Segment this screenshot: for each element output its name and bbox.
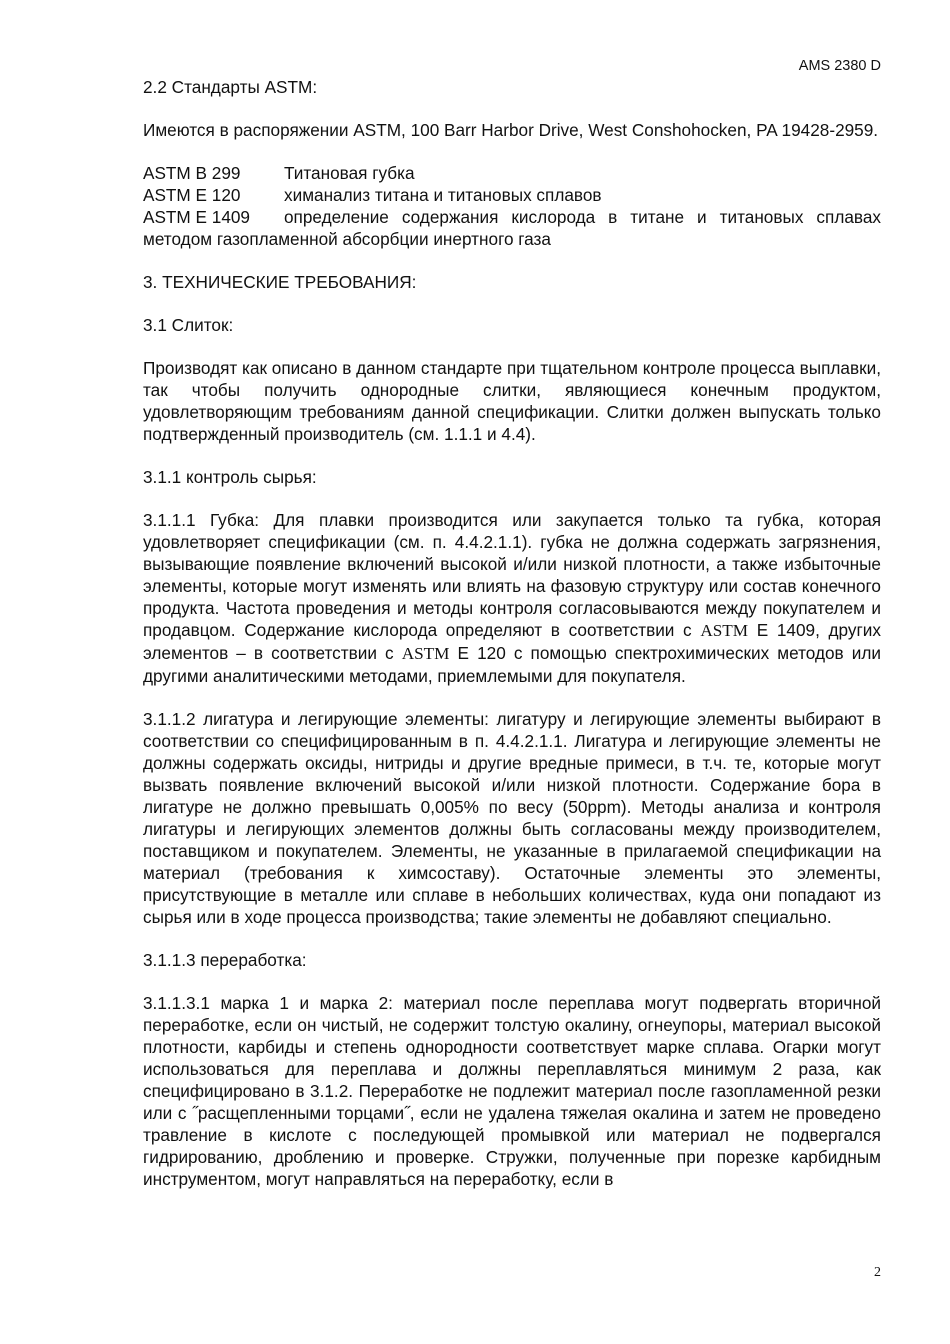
section-3-1-1-2-paragraph: 3.1.1.2 лигатура и легирующие элементы: лигатуру и легирующие элементы выбирают в соответствии со специфицированным в п. 4.4.2.1.1. Лигатура и легирующие элементы не должны содержать оксиды, нитриды и другие вредные примеси, в т.ч. те, которые могут вызвать появление включений высокой и/или низкой плотности. Содержание бора в лигатуре не должно превышать 0,005% по весу (50ppm). Методы анализа и контроля лигатуры и легирующих элементов должны быть согласованы между производителем, поставщиком и покупателем. Элементы, не указанные в прилагаемой спецификации на материал (требования к химсоставу). Остаточные элементы это элементы, присутствующие в металле или сплаве в небольших количествах, куда они попадают из сырья или в ходе процесса производства; такие элементы не добавляют специально. — [143, 709, 881, 927]
section-3-1-1-heading: 3.1.1 контроль сырья: — [143, 467, 317, 487]
reference-code: ASTM E 1409 — [143, 207, 250, 227]
reference-code: ASTM E 120 — [143, 185, 241, 205]
section-3-1-1-1-paragraph — [143, 509, 881, 687]
section-3-1-heading: 3.1 Слиток: — [143, 315, 234, 335]
section-2-2-heading: 2.2 Стандарты ASTM: — [143, 77, 318, 97]
astm-serif-text: ASTM — [401, 644, 450, 663]
reference-code: ASTM B 299 — [143, 163, 241, 183]
section-3-1-paragraph: Производят как описано в данном стандарте при тщательном контроле процесса выплавки, так чтобы получить однородные слитки, являющиеся конечным продуктом, удовлетворяющим требованиям данной спецификации. Слитки должен выпускать только подтвержденный производитель (см. 1.1.1 и 4.4). — [143, 358, 882, 444]
reference-description: определение содержания кислорода в титане и титановых сплавах методом газопламенной абсорбции инертного газа — [143, 207, 881, 249]
astm-reference-list — [143, 162, 881, 250]
section-3-heading: 3. ТЕХНИЧЕСКИЕ ТРЕБОВАНИЯ: — [143, 272, 417, 292]
section-3-1-1-3-heading: 3.1.1.3 переработка: — [143, 950, 307, 970]
paragraph-text: E 1409, других элементов – в соответствии с — [143, 620, 881, 663]
page-number: 2 — [874, 1265, 881, 1280]
document-body — [143, 76, 881, 1211]
reference-item — [143, 184, 881, 206]
paragraph-text: 3.1.1.1 Губка: Для плавки производится или закупается только та губка, которая удовлетворяет спецификации (см. п. 4.4.2.1.1). губка не должна содержать загрязнения, вызывающие появление включений высокой и/или низкой плотности, а также избыточные элементы, которые могут изменять или влиять на фазовую структуру или состав конечного продукта. Частота проведения и методы контроля согласовываются между покупателем и продавцом. Содержание кислорода определяют в соответствии с — [143, 510, 881, 640]
astm-availability-paragraph: Имеются в распоряжении ASTM, 100 Barr Harbor Drive, West Conshohocken, PA 19428-2959. — [143, 120, 879, 140]
astm-serif-text: ASTM — [700, 621, 749, 640]
section-3-1-1-3-1-paragraph: 3.1.1.3.1 марка 1 и марка 2: материал после переплава могут подвергать вторичной переработке, если он чистый, не содержит толстую окалину, огнеупоры, материал высокой плотности, карбиды и степень однородности соответствует марке сплава. Огарки могут использоваться для переплава и должны переплавляться минимум 2 раза, как специфицировано в 3.1.2. Переработке не подлежит материал после газопламенной резки или с ˝расщепленными торцами˝, если не удалена тяжелая окалина и затем не проведено травление в кислоте с последующей промывкой или материал не подвергался гидрированию, дроблению и проверке. Стружки, полученные при порезке карбидным инструментом, могут направляться на переработку, если в — [143, 993, 881, 1189]
reference-item — [143, 206, 881, 250]
reference-description: химанализ титана и титановых сплавов — [284, 185, 602, 205]
reference-description: Титановая губка — [284, 163, 415, 183]
reference-item — [143, 162, 881, 184]
paragraph-text: E 120 с помощью спектрохимических методов или другими аналитическими методами, приемлемыми для покупателя. — [143, 643, 881, 686]
document-id-header: AMS 2380 D — [798, 58, 881, 74]
